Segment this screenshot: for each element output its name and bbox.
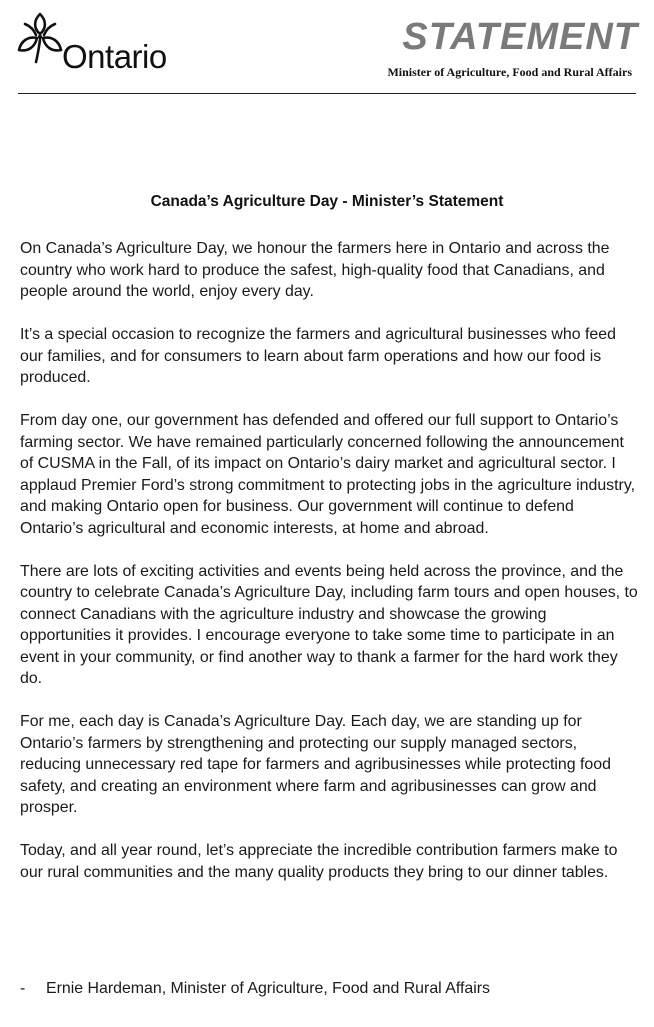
paragraph: Today, and all year round, let’s appreciate the incredible contribution farmers make to our rural communities and the many quality products they bring to our dinner tables. (20, 842, 618, 881)
signoff-text: Ernie Hardeman, Minister of Agriculture, Food and Rural Affairs (46, 980, 490, 997)
ontario-wordmark: Ontario (62, 38, 167, 75)
paragraph: There are lots of exciting activities and events being held across the province, and the country to celebrate Canada’s Agriculture Day, including farm tours and open houses, to connect Canadians with the agriculture industry and showcase the growing opportunities it provides. I encourage everyone to take some time to participate in an event in your community, or find another way to thank a farmer for the hard work they do. (20, 562, 638, 687)
paragraph: From day one, our government has defended and offered our full support to Ontario’s farming sector. We have remained particularly concerned following the announcement of CUSMA in the Fall, of its impact on Ontario’s dairy market and agricultural sector. I applaud Premier Ford’s strong commitment to protecting jobs in the agriculture industry, and making Ontario open for business. Our government will continue to defend Ontario’s agricultural and economic interests, at home and abroad. (20, 412, 636, 537)
header-divider (18, 93, 636, 94)
trillium-icon (16, 10, 64, 66)
document-header (0, 0, 654, 100)
signoff (20, 978, 490, 999)
paragraph: On Canada’s Agriculture Day, we honour the farmers here in Ontario and across the country who work hard to produce the safest, high-quality food that Canadians, and people around the world, enjoy every day. (20, 240, 610, 300)
ontario-logo (16, 10, 196, 74)
ministry-name: Minister of Agriculture, Food and Rural Affairs (387, 65, 632, 79)
paragraph: It’s a special occasion to recognize the farmers and agricultural businesses who feed our families, and for consumers to learn about farm operations and how our food is produced. (20, 326, 616, 386)
statement-label: STATEMENT (402, 16, 638, 58)
statement-body (20, 238, 640, 905)
paragraph: For me, each day is Canada’s Agriculture Day. Each day, we are standing up for Ontario’s farmers by strengthening and protecting our supply managed sectors, reducing unnecessary red tape for farmers and agribusinesses while protecting food safety, and creating an environment where farm and agribusinesses can grow and prosper. (20, 713, 611, 816)
document-title: Canada’s Agriculture Day - Minister’s Statement (150, 193, 504, 210)
signoff-dash: - (20, 980, 26, 997)
